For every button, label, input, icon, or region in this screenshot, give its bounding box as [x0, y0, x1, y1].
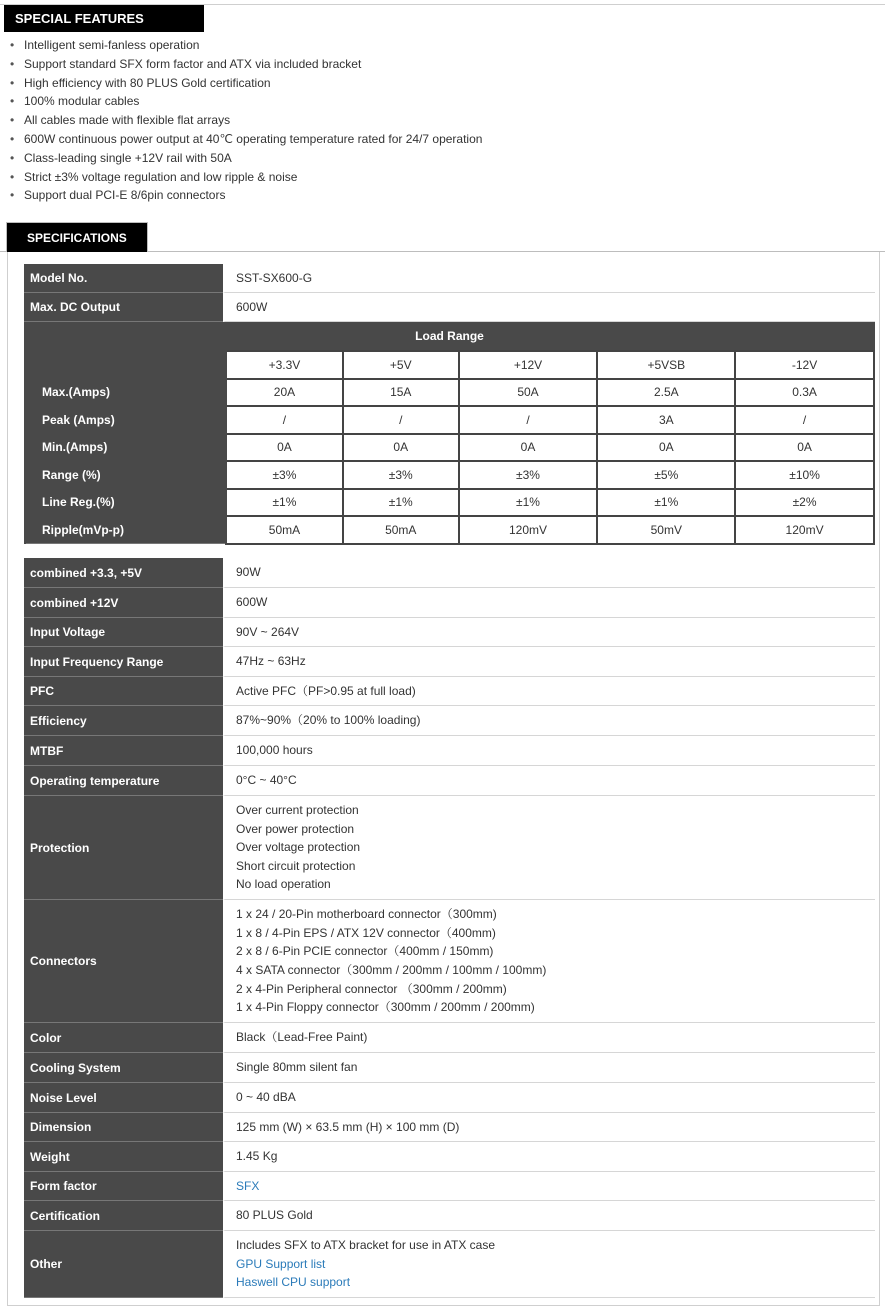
spec-value — [223, 1172, 875, 1201]
spec-value-line: 1 x 24 / 20-Pin motherboard connector（300mm) — [236, 907, 497, 922]
load-range-cell: ±1% — [226, 489, 343, 517]
feature-item — [10, 130, 482, 149]
feature-text: Class-leading single +12V rail with 50A — [24, 150, 232, 165]
spec-value-line: Over current protection — [236, 803, 359, 818]
feature-item — [10, 55, 482, 74]
gpu-support-link[interactable]: GPU Support list — [236, 1256, 326, 1271]
load-range-row-label: Range (%) — [25, 461, 226, 489]
bullet-icon: • — [10, 169, 15, 184]
load-range-cell: 3A — [597, 406, 735, 434]
spec-row-dimension — [24, 1113, 875, 1142]
feature-item — [10, 92, 482, 111]
spec-value — [223, 706, 875, 736]
spec-row-connectors — [24, 900, 875, 1023]
spec-label: Protection — [24, 796, 223, 900]
spec-value — [223, 1053, 875, 1083]
spec-value-text: 600W — [236, 595, 268, 610]
load-range-row — [25, 516, 874, 544]
spec-label: combined +3.3, +5V — [24, 558, 223, 588]
spec-value — [223, 796, 875, 900]
load-range-cell: 50A — [459, 379, 598, 407]
spec-value — [223, 900, 875, 1023]
spec-value — [223, 1231, 875, 1298]
spec-row-mtbf — [24, 736, 875, 766]
load-range-col: -12V — [735, 351, 874, 379]
spec-label: combined +12V — [24, 588, 223, 618]
load-range-row — [25, 406, 874, 434]
bullet-icon: • — [10, 38, 15, 52]
spec-row-operating-temperature — [24, 766, 875, 796]
load-range-cell: 0A — [226, 434, 343, 462]
load-range-header: Load Range — [24, 322, 875, 350]
spec-value-text: SST-SX600-G — [236, 270, 313, 285]
feature-item — [10, 149, 482, 168]
spec-value-text: 0 ~ 40 dBA — [236, 1090, 296, 1105]
load-range-cell: 2.5A — [597, 379, 735, 407]
load-range-cell: ±5% — [597, 461, 735, 489]
load-range-row-label: Min.(Amps) — [25, 434, 226, 462]
spec-row-combined-12 — [24, 588, 875, 618]
spec-value — [223, 1023, 875, 1053]
load-range-cell: 0.3A — [735, 379, 874, 407]
load-range-cell: 50mA — [343, 516, 459, 544]
features-list — [10, 36, 482, 205]
spec-value-text: Single 80mm silent fan — [236, 1060, 358, 1075]
load-range-col: +5VSB — [597, 351, 735, 379]
spec-value-text: 87%~90%（20% to 100% loading) — [236, 713, 421, 728]
spec-label: Efficiency — [24, 706, 223, 736]
load-range-cell: 50mA — [226, 516, 343, 544]
spec-label: Input Frequency Range — [24, 647, 223, 677]
spec-row-combined-33-5 — [24, 558, 875, 588]
spec-value-text: Active PFC（PF>0.95 at full load) — [236, 683, 416, 698]
bullet-icon: • — [10, 75, 15, 90]
spec-label: PFC — [24, 677, 223, 706]
load-range-corner — [25, 351, 226, 379]
spec-label: Dimension — [24, 1113, 223, 1142]
spec-value-text: 90W — [236, 565, 261, 580]
spec-value-text: 80 PLUS Gold — [236, 1208, 313, 1223]
bullet-icon: • — [10, 94, 15, 109]
spec-value — [223, 1113, 875, 1142]
spec-value-line: 4 x SATA connector（300mm / 200mm / 100mm / 100mm) — [236, 963, 547, 977]
feature-item — [10, 111, 482, 130]
spec-value — [223, 736, 875, 766]
spec-value-text: 90V ~ 264V — [236, 624, 300, 639]
spec-row-color — [24, 1023, 875, 1053]
load-range-cell: 0A — [459, 434, 598, 462]
spec-row-other — [24, 1231, 875, 1298]
feature-item — [10, 36, 482, 55]
load-range-cell: / — [226, 406, 343, 434]
spec-value-text: 1.45 Kg — [236, 1149, 278, 1164]
feature-item — [10, 74, 482, 93]
load-range-row-label: Line Reg.(%) — [25, 489, 226, 517]
spec-value-line: 1 x 8 / 4-Pin EPS / ATX 12V connector（400mm) — [236, 925, 496, 940]
spec-label: Model No. — [24, 264, 223, 293]
spec-value-line: 2 x 4-Pin Peripheral connector （300mm / 200mm) — [236, 981, 507, 996]
spec-label: Cooling System — [24, 1053, 223, 1083]
feature-text: Support standard SFX form factor and ATX via included bracket — [24, 56, 362, 71]
feature-item — [10, 168, 482, 187]
load-range-cell: 0A — [343, 434, 459, 462]
bullet-icon: • — [10, 56, 15, 71]
spec-row-model — [24, 264, 875, 293]
bullet-icon: • — [10, 188, 15, 203]
load-range-cell: ±3% — [226, 461, 343, 489]
load-range-row-label: Ripple(mVp-p) — [25, 516, 226, 544]
spec-value-text: 0°C ~ 40°C — [236, 773, 297, 788]
specifications-header: SPECIFICATIONS — [6, 222, 148, 252]
load-range-cell: ±3% — [343, 461, 459, 489]
feature-text: All cables made with flexible flat arrays — [24, 113, 231, 128]
spec-value — [223, 558, 875, 588]
bullet-icon: • — [10, 150, 15, 165]
spec-value-line: Short circuit protection — [236, 858, 356, 873]
spec-label: Operating temperature — [24, 766, 223, 796]
spec-label: Input Voltage — [24, 618, 223, 647]
load-range-row-label: Max.(Amps) — [25, 379, 226, 407]
spec-value — [223, 264, 875, 293]
load-range-cell: 15A — [343, 379, 459, 407]
feature-text: High efficiency with 80 PLUS Gold certification — [24, 75, 271, 90]
spec-label: Certification — [24, 1201, 223, 1231]
load-range-cell: ±2% — [735, 489, 874, 517]
spec-value-line: Over power protection — [236, 821, 355, 836]
spec-value — [223, 618, 875, 647]
load-range-cell: / — [459, 406, 598, 434]
load-range-cell: 120mV — [459, 516, 598, 544]
spec-row-form-factor — [24, 1172, 875, 1201]
load-range-cell: / — [343, 406, 459, 434]
spec-value — [223, 647, 875, 677]
spec-row-pfc — [24, 677, 875, 706]
spec-value — [223, 1201, 875, 1231]
spec-row-max-dc — [24, 293, 875, 322]
feature-text: Intelligent semi-fanless operation — [24, 38, 200, 52]
load-range-column-row — [25, 351, 874, 379]
spec-value-line: Includes SFX to ATX bracket for use in ATX case — [236, 1238, 496, 1253]
load-range-row — [25, 434, 874, 462]
load-range-cell: 0A — [735, 434, 874, 462]
load-range-row-label: Peak (Amps) — [25, 406, 226, 434]
spec-row-cooling-system — [24, 1053, 875, 1083]
spec-value — [223, 677, 875, 706]
form-factor-link[interactable]: SFX — [236, 1178, 260, 1193]
feature-text: Support dual PCI-E 8/6pin connectors — [24, 188, 226, 203]
feature-text: 100% modular cables — [24, 94, 140, 109]
spec-row-certification — [24, 1201, 875, 1231]
spec-label: Weight — [24, 1142, 223, 1172]
spec-value-line: 2 x 8 / 6-Pin PCIE connector（400mm / 150mm) — [236, 944, 494, 959]
load-range-cell: ±10% — [735, 461, 874, 489]
spec-row-weight — [24, 1142, 875, 1172]
load-range-cell: 120mV — [735, 516, 874, 544]
spec-value-line: Over voltage protection — [236, 840, 361, 855]
spec-row-protection — [24, 796, 875, 900]
spec-label: Noise Level — [24, 1083, 223, 1113]
load-range-row — [25, 461, 874, 489]
spec-value — [223, 766, 875, 796]
load-range-row — [25, 379, 874, 407]
special-features-header: SPECIAL FEATURES — [4, 5, 204, 32]
spec-value-line: No load operation — [236, 877, 331, 892]
spec-row-input-frequency — [24, 647, 875, 677]
load-range-cell: 20A — [226, 379, 343, 407]
load-range-cell: 0A — [597, 434, 735, 462]
spec-row-input-voltage — [24, 618, 875, 647]
spec-label: Color — [24, 1023, 223, 1053]
load-range-col: +12V — [459, 351, 598, 379]
load-range-cell: ±3% — [459, 461, 598, 489]
spec-value-line: 1 x 4-Pin Floppy connector（300mm / 200mm / 200mm) — [236, 1000, 535, 1015]
load-range-col: +3.3V — [226, 351, 343, 379]
spec-value — [223, 1083, 875, 1113]
spec-label: Connectors — [24, 900, 223, 1023]
bullet-icon: • — [10, 131, 15, 146]
spec-value-text: Black（Lead-Free Paint) — [236, 1030, 368, 1045]
spec-value-text: 125 mm (W) × 63.5 mm (H) × 100 mm (D) — [236, 1119, 460, 1134]
spec-row-noise-level — [24, 1083, 875, 1113]
spec-label: MTBF — [24, 736, 223, 766]
load-range-col: +5V — [343, 351, 459, 379]
load-range-cell: ±1% — [459, 489, 598, 517]
bullet-icon: • — [10, 113, 15, 128]
load-range-cell: 50mV — [597, 516, 735, 544]
spec-value — [223, 588, 875, 618]
haswell-cpu-support-link[interactable]: Haswell CPU support — [236, 1275, 351, 1290]
feature-item — [10, 186, 482, 205]
spec-value-text: 47Hz ~ 63Hz — [236, 654, 306, 669]
spec-row-efficiency — [24, 706, 875, 736]
spec-value — [223, 1142, 875, 1172]
feature-text: 600W continuous power output at 40℃ operating temperature rated for 24/7 operation — [24, 131, 483, 146]
spec-label: Form factor — [24, 1172, 223, 1201]
spec-value-text: 600W — [236, 299, 268, 314]
spec-label: Other — [24, 1231, 223, 1298]
load-range-cell: / — [735, 406, 874, 434]
spec-value-text: 100,000 hours — [236, 743, 313, 758]
spec-value — [223, 293, 875, 322]
load-range-cell: ±1% — [343, 489, 459, 517]
spec-label: Max. DC Output — [24, 293, 223, 322]
feature-text: Strict ±3% voltage regulation and low ripple & noise — [24, 169, 298, 184]
load-range-row — [25, 489, 874, 517]
load-range-cell: ±1% — [597, 489, 735, 517]
load-range-table — [24, 350, 875, 545]
